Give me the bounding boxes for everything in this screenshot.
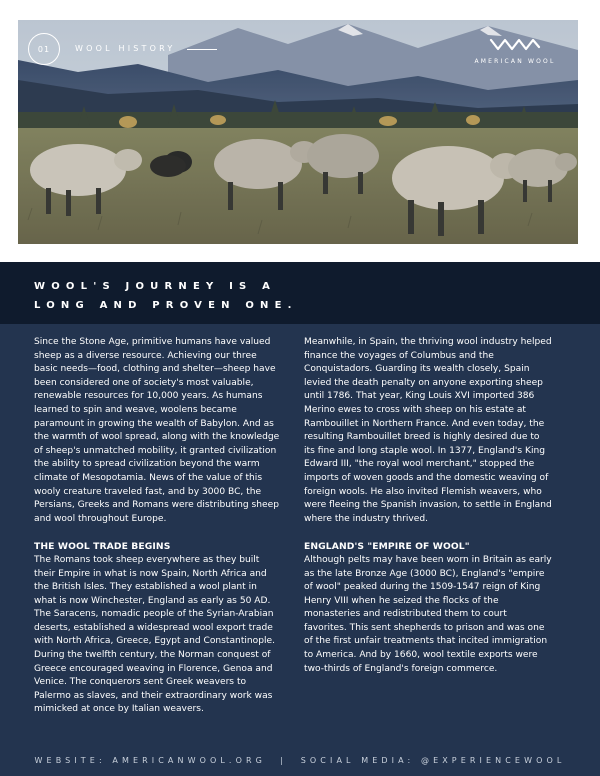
section-paragraph: The Romans took sheep everywhere as they built their Empire in what is now Spain, North Africa and the British Isles. They established a wool plant in what is now Winchester, England as early as 50 AD. The Saracens, nomadic people of the Syrian-Arabian deserts, established a widespread wool export trade with North Africa, Greece, Egypt and Constantinople. During the twelfth century, the Norman conquest of Greece encouraged weaving in Florence, Genoa and Venice. The conquerors sent Greek weavers to Palermo as slaves, and their extraordinary work was mimicked at once by Italian weavers. <box>34 554 276 715</box>
headline-line-1: WOOL'S JOURNEY IS A <box>34 281 277 292</box>
american-wool-logo <box>470 36 560 68</box>
intro-paragraph: Since the Stone Age, primitive humans have valued sheep as a diverse resource. Achieving our three basic needs—food, clothing and shelter—sheep have been considered one of society's most valuable, renewable resources for 10,000 years. As humans learned to spin and weave, woolens became paramount in growing the wealth of Babylon. And as the warmth of wool spread, along with the knowledge of sheep's unmatched mobility, it granted civilization the ability to spread civilization beyond the warm climate of Mesopotamia. News of the value of this wooly creature traveled fast, and by 3000 BC, the Persians, Greeks and Romans were distributing sheep and wool throughout Europe. <box>34 337 280 524</box>
section-paragraph: Although pelts may have been worn in Britain as early as the late Bronze Age (3000 BC), England's "empire of wool" peaked during the 1509-1547 reign of King Henry VIII when he seized the flocks of the monasteries and redistributed them to court favorites. This sent shepherds to prison and was one of the first unfair treatments that incited immigration to America. And by 1660, wool textile exports were two-thirds of England's foreign commerce. <box>304 554 552 674</box>
footer <box>0 756 600 765</box>
page-headline <box>34 277 394 315</box>
divider <box>187 49 217 50</box>
headline-line-2: LONG AND PROVEN ONE. <box>34 300 298 311</box>
page-number: 01 <box>37 44 51 54</box>
wool-wave-icon <box>489 36 541 52</box>
logo-wordmark: AMERICAN WOOL <box>474 58 556 65</box>
footer-separator: | <box>279 756 287 765</box>
intro-paragraph: Meanwhile, in Spain, the thriving wool industry helped finance the voyages of Columbus and the Conquistadors. Guarding its wealth closely, Spain levied the death penalty on anyone exporting sheep until 1786. That year, King Louis XVI imported 386 Merino ewes to cross with sheep on his estate at Rambouillet in Northern France. And even today, the resulting Rambouillet breed is highly desired due to its fine and long staple wool. In 1377, England's King Edward III, "the royal wool merchant," stopped the imports of woven goods and the domestic weaving of foreign wools. He also invited Flemish weavers, who were fleeing the Spanish invasion, to settle in England where the industry thrived. <box>304 337 552 524</box>
page-number-badge <box>28 33 60 65</box>
footer-social-link[interactable]: SOCIAL MEDIA: @EXPERIENCEWOOL <box>300 756 566 765</box>
section-label: WOOL HISTORY <box>75 44 176 53</box>
left-column <box>34 336 282 717</box>
section-heading: THE WOOL TRADE BEGINS <box>34 541 171 553</box>
right-column <box>304 336 552 676</box>
section-heading: ENGLAND'S "EMPIRE OF WOOL" <box>304 541 470 553</box>
footer-website-link[interactable]: WEBSITE: AMERICANWOOL.ORG <box>34 756 266 765</box>
